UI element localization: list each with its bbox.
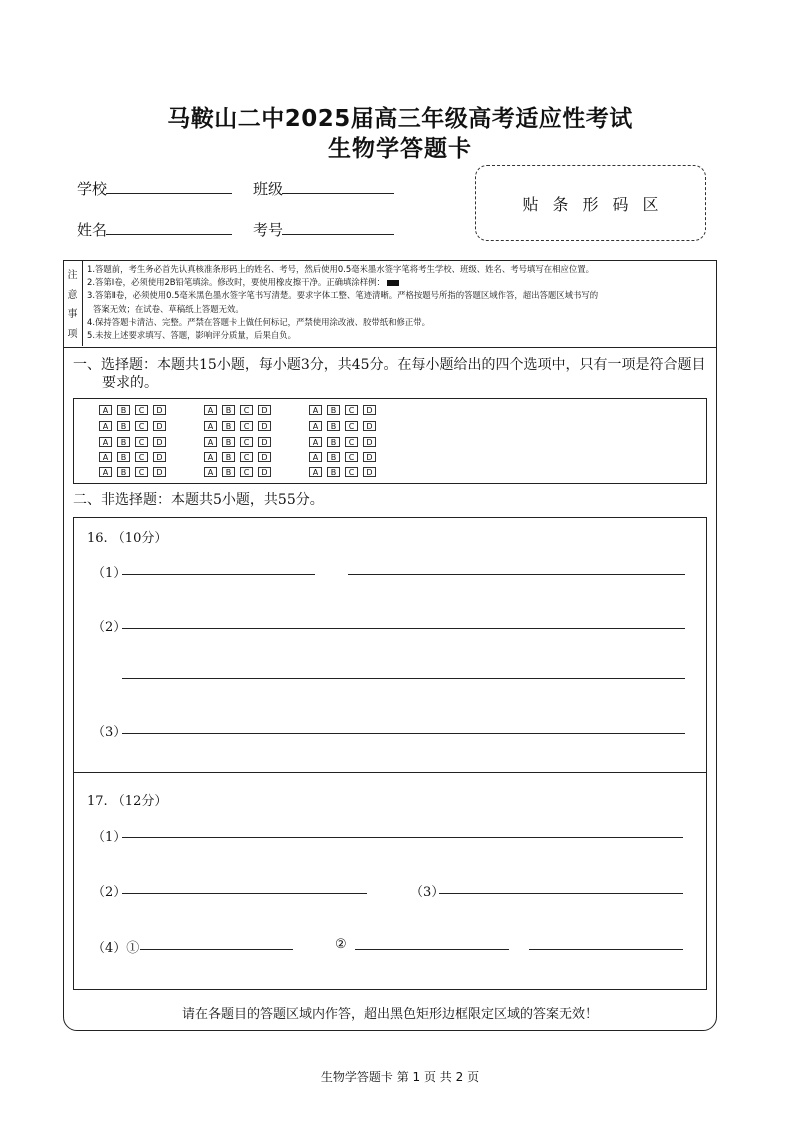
choice-bubble-c[interactable]: C — [345, 405, 358, 415]
choice-bubble-a[interactable]: A — [99, 467, 112, 477]
choice-bubble-d[interactable]: D — [363, 437, 376, 447]
q17-part3-label: （3） — [410, 885, 445, 900]
notice-head-char: 事 — [67, 309, 78, 321]
question-16-area — [73, 517, 707, 773]
q17-part4-blank-1[interactable] — [140, 949, 293, 950]
choice-row — [99, 452, 171, 464]
choice-bubble-d[interactable]: D — [258, 452, 271, 462]
choice-bubble-d[interactable]: D — [363, 405, 376, 415]
exam-title: 马鞍山二中2025届高三年级高考适应性考试 — [167, 106, 633, 132]
notice-panel — [63, 260, 717, 348]
q16-part1-blank-b[interactable] — [348, 574, 685, 575]
notice-head-char: 意 — [67, 289, 78, 301]
choice-bubble-d[interactable]: D — [363, 452, 376, 462]
choice-bubble-a[interactable]: A — [309, 421, 322, 431]
choice-bubble-d[interactable]: D — [363, 467, 376, 477]
notice-item-text: 2.答第Ⅰ卷，必须使用2B铅笔填涂。修改时，要使用橡皮擦干净。正确填涂样例： — [87, 277, 385, 288]
q17-heading: 17. （12分） — [87, 794, 168, 809]
q16-part1-label: （1） — [92, 566, 127, 581]
choice-bubble-b[interactable]: B — [117, 452, 130, 462]
name-label: 姓名 — [77, 221, 108, 239]
choice-bubble-b[interactable]: B — [327, 405, 340, 415]
choice-bubble-c[interactable]: C — [345, 421, 358, 431]
q17-part4-blank-2b[interactable] — [529, 949, 683, 950]
choice-bubble-b[interactable]: B — [222, 437, 235, 447]
choice-bubble-b[interactable]: B — [327, 452, 340, 462]
choice-bubble-c[interactable]: C — [345, 452, 358, 462]
choice-bubble-c[interactable]: C — [135, 467, 148, 477]
barcode-area: 贴条形码区 — [475, 165, 706, 241]
warning-text: 请在各题目的答题区域内作答，超出黑色矩形边框限定区域的答案无效！ — [181, 1007, 598, 1022]
choice-row — [204, 421, 276, 433]
section1-title-cont: 要求的。 — [102, 375, 158, 391]
class-field[interactable] — [282, 193, 394, 194]
choice-bubble-b[interactable]: B — [117, 467, 130, 477]
q17-part4-blank-2a[interactable] — [355, 949, 509, 950]
choice-bubble-a[interactable]: A — [309, 405, 322, 415]
page-footer: 生物学答题卡 第 1 页 共 2 页 — [320, 1070, 480, 1084]
choice-bubble-c[interactable]: C — [345, 437, 358, 447]
notice-item: 答案无效；在试卷、草稿纸上答题无效。 — [93, 303, 244, 314]
choice-bubble-b[interactable]: B — [117, 437, 130, 447]
section2-title: 二、非选择题：本题共5小题，共55分。 — [73, 492, 324, 508]
choice-row — [309, 437, 381, 449]
q16-part3-blank[interactable] — [122, 733, 685, 734]
choice-bubble-a[interactable]: A — [99, 405, 112, 415]
choice-bubble-a[interactable]: A — [99, 452, 112, 462]
choice-bubble-c[interactable]: C — [135, 437, 148, 447]
q16-part1-blank-a[interactable] — [122, 574, 315, 575]
choice-row — [309, 467, 381, 479]
choice-bubble-c[interactable]: C — [240, 452, 253, 462]
question-17-area — [73, 772, 707, 990]
q17-part2-blank[interactable] — [122, 893, 367, 894]
choice-bubble-a[interactable]: A — [99, 437, 112, 447]
choice-bubble-c[interactable]: C — [135, 405, 148, 415]
choice-row — [99, 405, 171, 417]
choice-row — [204, 405, 276, 417]
choice-bubble-d[interactable]: D — [153, 421, 166, 431]
fill-sample-icon — [387, 280, 399, 286]
choice-bubble-a[interactable]: A — [204, 405, 217, 415]
choice-bubble-d[interactable]: D — [153, 437, 166, 447]
choice-row — [309, 421, 381, 433]
choice-bubble-a[interactable]: A — [99, 421, 112, 431]
choice-bubble-d[interactable]: D — [153, 467, 166, 477]
choice-bubble-a[interactable]: A — [309, 467, 322, 477]
q16-part3-label: （3） — [92, 725, 127, 740]
q17-part1-blank[interactable] — [122, 837, 683, 838]
q16-part2-blank-a[interactable] — [122, 628, 685, 629]
choice-row — [309, 405, 381, 417]
choice-bubble-d[interactable]: D — [258, 421, 271, 431]
card-subtitle: 生物学答题卡 — [328, 136, 472, 162]
choice-bubble-a[interactable]: A — [204, 452, 217, 462]
q17-part1-label: （1） — [92, 830, 127, 845]
choice-bubble-c[interactable]: C — [135, 421, 148, 431]
choice-bubble-d[interactable]: D — [258, 467, 271, 477]
q17-part4-label: （4）① — [92, 941, 140, 956]
choice-bubble-b[interactable]: B — [117, 421, 130, 431]
choice-row — [309, 452, 381, 464]
choice-row — [204, 452, 276, 464]
notice-item — [87, 276, 713, 289]
choice-bubble-a[interactable]: A — [309, 437, 322, 447]
choice-bubble-a[interactable]: A — [204, 421, 217, 431]
school-field[interactable] — [106, 193, 232, 194]
name-field[interactable] — [106, 234, 232, 235]
notice-list — [87, 263, 713, 342]
choice-bubble-c[interactable]: C — [240, 421, 253, 431]
choice-row — [204, 437, 276, 449]
choice-bubble-b[interactable]: B — [222, 421, 235, 431]
choice-bubble-b[interactable]: B — [327, 467, 340, 477]
q16-heading: 16. （10分） — [87, 531, 168, 546]
choice-bubble-c[interactable]: C — [345, 467, 358, 477]
choice-bubble-c[interactable]: C — [240, 405, 253, 415]
q17-part3-blank[interactable] — [439, 893, 683, 894]
class-label: 班级 — [253, 180, 284, 198]
choice-bubble-b[interactable]: B — [222, 405, 235, 415]
notice-item: 1.答题前，考生务必首先认真核准条形码上的姓名、考号，然后使用0.5毫米墨水签字笔将考生学校、班级、姓名、考号填写在相应位置。 — [87, 264, 595, 274]
choice-row — [204, 467, 276, 479]
notice-item: 3.答第Ⅱ卷，必须使用0.5毫米黑色墨水签字笔书写清楚。要求字体工整、笔迹清晰。严格按题号所指的答题区域作答，超出答题区域书写的 — [87, 290, 599, 301]
choice-row — [99, 421, 171, 433]
exam-no-label: 考号 — [253, 221, 284, 239]
choice-row — [99, 437, 171, 449]
choice-bubble-d[interactable]: D — [153, 405, 166, 415]
choice-bubble-d[interactable]: D — [153, 452, 166, 462]
q17-part4-label-2: ② — [335, 937, 347, 952]
choice-bubble-d[interactable]: D — [258, 437, 271, 447]
notice-heading — [63, 260, 83, 346]
choice-bubble-b[interactable]: B — [117, 405, 130, 415]
choice-bubble-c[interactable]: C — [240, 437, 253, 447]
multiple-choice-grid — [73, 398, 707, 484]
choice-bubble-d[interactable]: D — [363, 421, 376, 431]
q16-part2-label: （2） — [92, 620, 127, 635]
q16-part2-blank-b[interactable] — [122, 678, 685, 679]
choice-bubble-b[interactable]: B — [327, 437, 340, 447]
choice-bubble-a[interactable]: A — [204, 437, 217, 447]
notice-head-char: 项 — [67, 328, 78, 340]
notice-item: 5.未按上述要求填写、答题，影响评分质量，后果自负。 — [87, 330, 296, 341]
notice-head-char: 注 — [67, 270, 78, 282]
school-label: 学校 — [77, 180, 108, 198]
choice-bubble-a[interactable]: A — [204, 467, 217, 477]
exam-no-field[interactable] — [282, 234, 394, 235]
choice-row — [99, 467, 171, 479]
choice-bubble-c[interactable]: C — [240, 467, 253, 477]
choice-bubble-b[interactable]: B — [327, 421, 340, 431]
choice-bubble-c[interactable]: C — [135, 452, 148, 462]
choice-bubble-b[interactable]: B — [222, 452, 235, 462]
section1-title: 一、选择题：本题共15小题，每小题3分，共45分。在每小题给出的四个选项中，只有一项是符合题目 — [73, 357, 706, 373]
notice-item: 4.保持答题卡清洁、完整。严禁在答题卡上做任何标记，严禁使用涂改液、胶带纸和修正带。 — [87, 316, 430, 327]
choice-bubble-b[interactable]: B — [222, 467, 235, 477]
choice-bubble-a[interactable]: A — [309, 452, 322, 462]
q17-part2-label: （2） — [92, 885, 127, 900]
choice-bubble-d[interactable]: D — [258, 405, 271, 415]
